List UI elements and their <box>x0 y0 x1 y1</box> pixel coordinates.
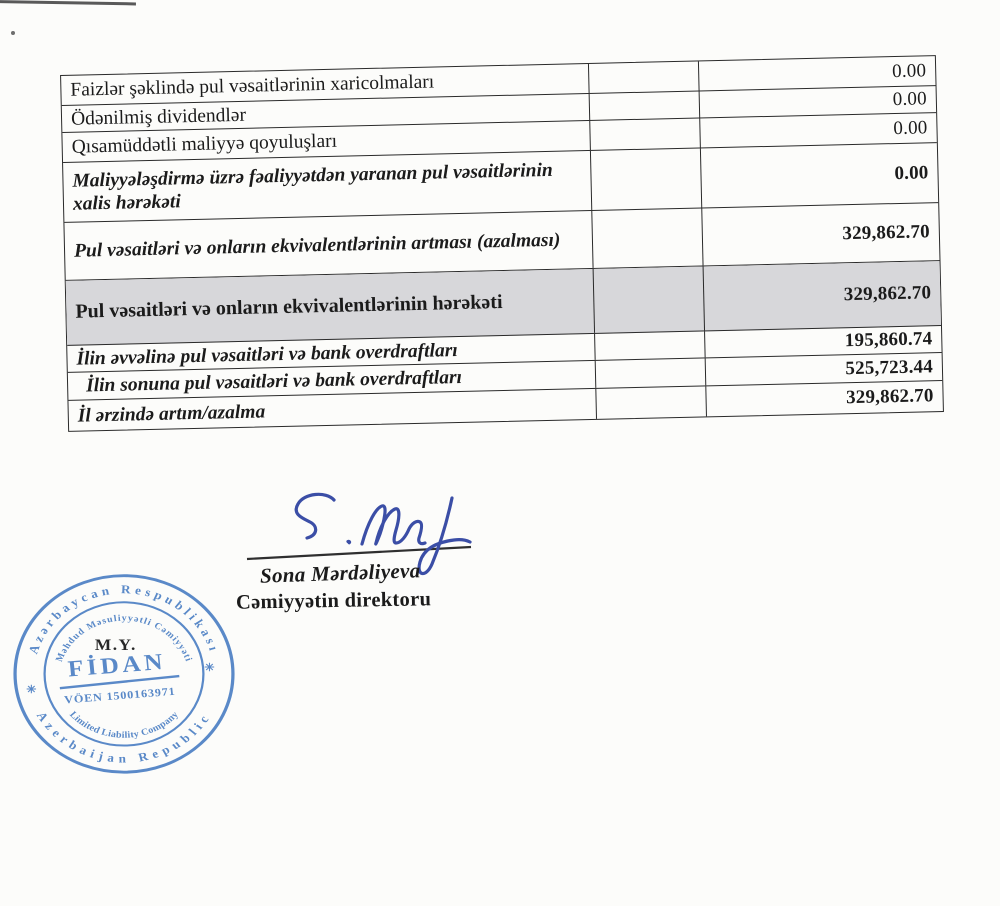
row-empty-cell <box>596 358 707 387</box>
row-empty-cell <box>590 91 701 119</box>
row-empty-cell <box>589 61 700 92</box>
signer-name: Sona Mərdəliyeva <box>259 558 421 588</box>
row-label: İl ərzində artım/azalma <box>68 389 597 431</box>
financial-table <box>60 55 944 432</box>
row-empty-cell <box>590 118 701 149</box>
row-empty-cell <box>595 331 706 359</box>
stamp-inner-top-text: Məhdud Məsuliyyətli Cəmiyyəti <box>54 614 194 664</box>
row-value: 525,723.44 <box>845 355 934 379</box>
row-empty-cell <box>591 148 702 209</box>
row-value: 329,862.70 <box>842 220 931 244</box>
scan-artifact-line <box>0 0 136 5</box>
stamp-outer-bottom-text: Azerbaijan Republic <box>33 709 215 766</box>
stamp-star-right-icon: ✳ <box>204 661 215 675</box>
stamp-center-initials: M.Y. <box>94 635 137 654</box>
row-empty-cell <box>596 386 707 418</box>
row-label: Pul vəsaitləri və onların ekvivalentlərinin artması (azalması) <box>64 211 593 280</box>
row-label: İlin sonuna pul vəsaitləri və bank overdraftları <box>68 361 596 400</box>
row-label: İlin əvvəlinə pul vəsaitləri və bank overdraftları <box>67 334 595 372</box>
row-empty-cell <box>594 266 705 332</box>
row-value: 329,862.70 <box>845 385 934 409</box>
row-label: Qısamüddətli maliyyə qoyuluşları <box>62 121 591 162</box>
stamp-star-left-icon: ✳ <box>26 683 37 697</box>
signer-title: Cəmiyyətin direktoru <box>235 588 432 614</box>
row-label: Ödənilmiş dividendlər <box>62 94 590 132</box>
stamp-company-name: FİDAN <box>66 648 168 683</box>
row-label: Pul vəsaitləri və onların ekvivalentlərinin hərəkəti <box>66 269 595 345</box>
row-value: 0.00 <box>892 88 928 111</box>
stamp-tax-id: VÖEN 1500163971 <box>63 685 177 707</box>
row-value: 0.00 <box>894 161 929 184</box>
company-stamp <box>12 572 236 774</box>
row-label: Maliyyələşdirmə üzrə fəaliyyətdən yaranan pul vəsaitlərinin xalis hərəkəti <box>63 151 592 222</box>
scan-artifact-dot <box>11 31 15 35</box>
row-value: 0.00 <box>893 116 928 139</box>
stamp-inner-bottom-text: Limited Liability Company <box>66 709 182 741</box>
row-label: Faizlər şəklində pul vəsaitlərinin xaricolmaları <box>61 64 590 105</box>
row-empty-cell <box>592 208 703 267</box>
row-value: 195,860.74 <box>844 328 933 352</box>
row-value: 329,862.70 <box>843 282 932 306</box>
row-value: 0.00 <box>891 59 927 82</box>
stamp-outer-top-text: Azərbaycan Respublikası <box>25 582 223 656</box>
